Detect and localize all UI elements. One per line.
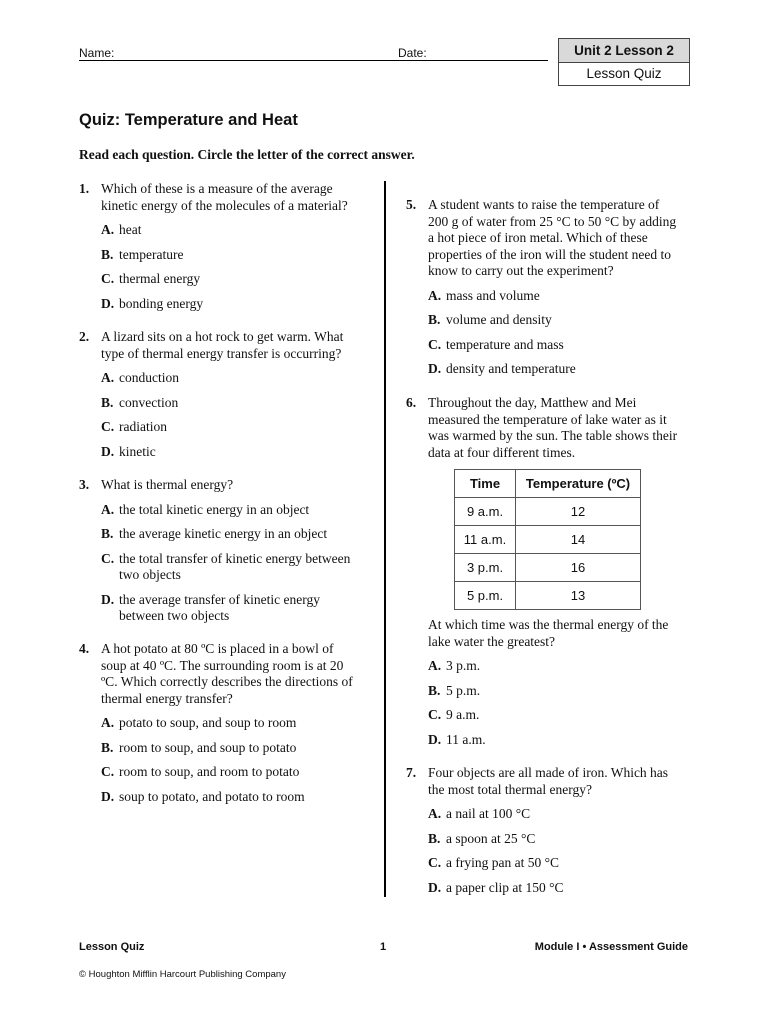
- option-text: density and temperature: [446, 361, 576, 376]
- option-text: mass and volume: [446, 287, 540, 303]
- question-6: [406, 395, 678, 461]
- option-text: the average kinetic energy in an object: [119, 526, 328, 541]
- option-letter: C.: [101, 419, 115, 434]
- option-text: 3 p.m.: [446, 658, 481, 673]
- question-text: Four objects are all made of iron. Which has the most total thermal energy?: [428, 765, 669, 797]
- option-letter: D.: [101, 443, 115, 459]
- question-6-followup: [406, 617, 681, 748]
- table-cell: 3 p.m.: [455, 554, 516, 582]
- table-cell: 14: [516, 526, 641, 554]
- footer-module: Module I • Assessment Guide: [534, 941, 688, 953]
- answer-option[interactable]: [101, 715, 359, 732]
- option-text: radiation: [119, 419, 167, 434]
- answer-option[interactable]: [428, 658, 681, 675]
- date-label: Date:: [398, 46, 427, 60]
- question-number: 2.: [79, 329, 90, 344]
- option-letter: C.: [101, 550, 115, 566]
- option-text: room to soup, and room to potato: [119, 764, 300, 779]
- column-divider: [384, 181, 386, 897]
- answer-option[interactable]: [428, 288, 681, 305]
- table-cell: 5 p.m.: [455, 582, 516, 610]
- question-text: Which of these is a measure of the average kinetic energy of the molecules of a material?: [101, 181, 348, 213]
- option-text: the average transfer of kinetic energy between two objects: [119, 591, 321, 623]
- option-letter: D.: [101, 295, 115, 311]
- option-letter: C.: [428, 707, 442, 722]
- option-text: 9 a.m.: [446, 707, 480, 722]
- answer-option[interactable]: [428, 361, 681, 378]
- option-text: the total kinetic energy in an object: [119, 501, 310, 517]
- option-text: kinetic: [119, 443, 156, 459]
- option-text: conduction: [119, 370, 179, 385]
- question-7: [406, 765, 681, 896]
- option-text: 5 p.m.: [446, 682, 481, 698]
- answer-option[interactable]: [428, 707, 681, 724]
- answer-option[interactable]: [428, 831, 681, 848]
- option-letter: A.: [428, 287, 442, 303]
- option-letter: D.: [101, 591, 115, 607]
- answer-option[interactable]: [101, 395, 364, 412]
- question-text: A student wants to raise the temperature of 200 g of water from 25 °C to 50 °C by adding a hot piece of iron metal. Which of these properties of the iron will the student need to know to carry out the experiment?: [428, 197, 677, 278]
- question-4: [79, 641, 359, 805]
- option-text: soup to potato, and potato to room: [119, 788, 305, 804]
- option-text: temperature and mass: [446, 336, 564, 352]
- option-letter: C.: [101, 271, 115, 286]
- answer-option[interactable]: [101, 222, 364, 239]
- unit-label: Unit 2 Lesson 2: [559, 39, 689, 63]
- answer-option[interactable]: [428, 880, 681, 897]
- option-text: 11 a.m.: [446, 731, 486, 747]
- option-letter: D.: [428, 731, 442, 747]
- table-cell: 16: [516, 554, 641, 582]
- answer-option[interactable]: [428, 732, 681, 749]
- option-letter: D.: [428, 879, 442, 895]
- answer-option[interactable]: [101, 271, 364, 288]
- answer-option[interactable]: [101, 370, 364, 387]
- question-text: What is thermal energy?: [101, 477, 234, 492]
- option-letter: B.: [101, 246, 114, 262]
- option-letter: A.: [101, 370, 115, 385]
- table-row: [455, 554, 641, 582]
- option-text: a nail at 100 °C: [446, 806, 531, 821]
- question-number: 7.: [406, 765, 417, 780]
- answer-option[interactable]: [101, 526, 364, 543]
- answer-option[interactable]: [101, 551, 359, 584]
- question-2: [79, 329, 364, 460]
- question-number: 4.: [79, 641, 90, 656]
- copyright: © Houghton Mifflin Harcourt Publishing Company: [79, 969, 286, 980]
- option-text: the total transfer of kinetic energy between two objects: [119, 550, 351, 582]
- answer-option[interactable]: [101, 419, 364, 436]
- table-cell: 13: [516, 582, 641, 610]
- temperature-table: [454, 469, 641, 610]
- option-letter: C.: [101, 764, 115, 779]
- answer-option[interactable]: [101, 764, 359, 781]
- table-cell: 12: [516, 498, 641, 526]
- option-letter: B.: [101, 739, 114, 755]
- page-number: 1: [380, 941, 387, 953]
- option-letter: B.: [428, 682, 441, 698]
- unit-box: [558, 38, 690, 86]
- option-letter: A.: [101, 501, 115, 517]
- name-label: Name:: [79, 46, 115, 60]
- option-text: potato to soup, and soup to room: [119, 715, 297, 730]
- answer-option[interactable]: [428, 855, 681, 872]
- option-letter: D.: [101, 788, 115, 804]
- option-letter: A.: [101, 715, 115, 730]
- option-text: convection: [119, 394, 179, 410]
- answer-option[interactable]: [428, 337, 681, 354]
- option-text: a frying pan at 50 °C: [446, 855, 559, 870]
- lesson-quiz-label: Lesson Quiz: [586, 66, 662, 81]
- answer-option[interactable]: [101, 247, 364, 264]
- table-row: [455, 582, 641, 610]
- footer-lesson-quiz: Lesson Quiz: [79, 941, 145, 953]
- option-letter: B.: [101, 526, 114, 541]
- question-text: Throughout the day, Matthew and Mei measured the temperature of lake water as it was warmed by the sun. The table shows their data at four different times.: [428, 395, 678, 460]
- option-letter: C.: [428, 336, 442, 352]
- name-date-line: [79, 46, 548, 61]
- option-text: a paper clip at 150 °C: [446, 879, 564, 895]
- question-number: 3.: [79, 477, 90, 492]
- answer-option[interactable]: [428, 312, 681, 329]
- option-letter: A.: [428, 806, 442, 821]
- option-letter: B.: [428, 312, 441, 327]
- question-text: A hot potato at 80 ºC is placed in a bowl of soup at 40 ºC. The surrounding room is at 20 ºC. Which correctly describes the directions of thermal energy transfer?: [101, 641, 353, 706]
- table-row: [455, 498, 641, 526]
- option-letter: A.: [101, 222, 115, 237]
- answer-option[interactable]: [101, 592, 334, 625]
- option-text: temperature: [119, 246, 184, 262]
- answer-option[interactable]: [101, 296, 364, 313]
- table-cell: 9 a.m.: [455, 498, 516, 526]
- page-title: Quiz: Temperature and Heat: [79, 111, 298, 129]
- question-1: [79, 181, 364, 312]
- answer-option[interactable]: [101, 444, 364, 461]
- answer-option[interactable]: [101, 789, 359, 806]
- answer-option[interactable]: [101, 502, 364, 519]
- option-text: a spoon at 25 °C: [446, 830, 536, 846]
- option-letter: C.: [428, 855, 442, 870]
- question-text: A lizard sits on a hot rock to get warm. What type of thermal energy transfer is occurring?: [101, 329, 344, 361]
- instructions: Read each question. Circle the letter of the correct answer.: [79, 147, 415, 162]
- question-number: 1.: [79, 181, 90, 196]
- option-letter: B.: [101, 394, 114, 410]
- table-cell: 11 a.m.: [455, 526, 516, 554]
- table-header: Temperature (ºC): [516, 470, 641, 498]
- table-header-row: [455, 470, 641, 498]
- option-text: bonding energy: [119, 295, 204, 311]
- question-number: 5.: [406, 197, 417, 212]
- question-5: [406, 197, 681, 378]
- answer-option[interactable]: [101, 740, 359, 757]
- option-text: thermal energy: [119, 271, 201, 286]
- table-row: [455, 526, 641, 554]
- option-text: heat: [119, 222, 142, 237]
- answer-option[interactable]: [428, 683, 681, 700]
- question-text: At which time was the thermal energy of the lake water the greatest?: [428, 617, 669, 649]
- question-3: [79, 477, 364, 625]
- answer-option[interactable]: [428, 806, 681, 823]
- option-letter: D.: [428, 361, 442, 376]
- option-text: volume and density: [446, 312, 552, 327]
- option-letter: B.: [428, 830, 441, 846]
- option-letter: A.: [428, 658, 442, 673]
- question-number: 6.: [406, 395, 417, 410]
- table-header: Time: [455, 470, 516, 498]
- option-text: room to soup, and soup to potato: [119, 739, 297, 755]
